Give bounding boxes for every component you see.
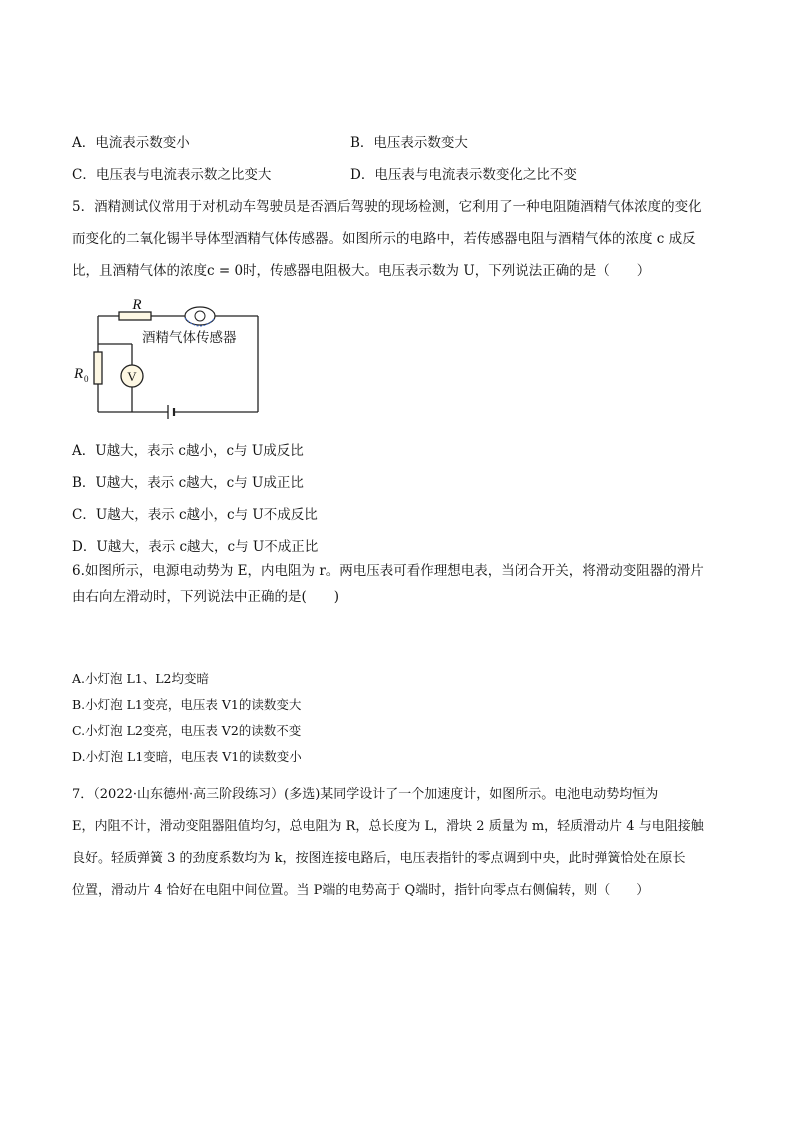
q5-circuit-diagram xyxy=(72,294,272,424)
q7-stem-line: 良好。轻质弹簧 3 的劲度系数均为 k，按图连接电路后，电压表指针的零点调到中央，此时弹簧恰处在原长 xyxy=(72,851,686,866)
q6-option-b: B.小灯泡 L1变亮，电压表 V1的读数变大 xyxy=(72,697,302,712)
q5-option-d: D．U越大，表示 c越大，c与 U不成正比 xyxy=(72,539,319,555)
q4-option-c: C．电压表与电流表示数之比变大 xyxy=(72,167,272,183)
q7-stem-line: 7．（2022·山东德州·高三阶段练习）(多选)某同学设计了一个加速度计，如图所示。电池电动势均恒为 xyxy=(72,787,659,802)
q4-option-b: B．电压表示数变大 xyxy=(350,135,468,151)
q6-option-c: C.小灯泡 L2变亮，电压表 V2的读数不变 xyxy=(72,723,302,738)
q6-option-a: A.小灯泡 L1、L2均变暗 xyxy=(72,671,209,686)
resistor-r-label: R xyxy=(132,297,142,313)
q5-stem-line: 比，且酒精气体的浓度c = 0时，传感器电阻极大。电压表示数为 U，下列说法正确的是（ ） xyxy=(72,263,651,279)
q5-stem-line: 而变化的二氧化锡半导体型酒精气体传感器。如图所示的电路中，若传感器电阻与酒精气体的浓度 c 成反 xyxy=(72,231,696,247)
resistor-r0-subscript: 0 xyxy=(84,374,89,384)
q6-stem-line: 6.如图所示，电源电动势为 E，内电阻为 r。两电压表可看作理想电表，当闭合开关，将滑动变阻器的滑片 xyxy=(72,563,704,579)
q6-stem-line: 由右向左滑动时，下列说法中正确的是( ) xyxy=(72,589,340,605)
q5-option-a: A．U越大，表示 c越小，c与 U成反比 xyxy=(72,443,304,459)
resistor-r0-label: R xyxy=(74,366,84,382)
voltmeter-label: V xyxy=(127,369,137,384)
q5-stem-line: 5．酒精测试仪常用于对机动车驾驶员是否酒后驾驶的现场检测，它利用了一种电阻随酒精气体浓度的变化 xyxy=(72,199,702,215)
q4-option-d: D．电压表与电流表示数变化之比不变 xyxy=(350,167,577,183)
q5-option-c: C．U越大，表示 c越小，c与 U不成反比 xyxy=(72,507,318,523)
q6-option-d: D.小灯泡 L1变暗，电压表 V1的读数变小 xyxy=(72,749,302,764)
q4-option-a: A．电流表示数变小 xyxy=(72,135,190,151)
sensor-label: 酒精气体传感器 xyxy=(142,330,237,346)
q7-stem-line: 位置，滑动片 4 恰好在电阻中间位置。当 P端的电势高于 Q端时，指针向零点右侧偏转，则（ ） xyxy=(72,883,650,898)
q5-option-b: B．U越大，表示 c越大，c与 U成正比 xyxy=(72,475,304,491)
q7-stem-line: E，内阻不计，滑动变阻器阻值均匀，总电阻为 R，总长度为 L，滑块 2 质量为 m，轻质滑动片 4 与电阻接触 xyxy=(72,819,704,834)
